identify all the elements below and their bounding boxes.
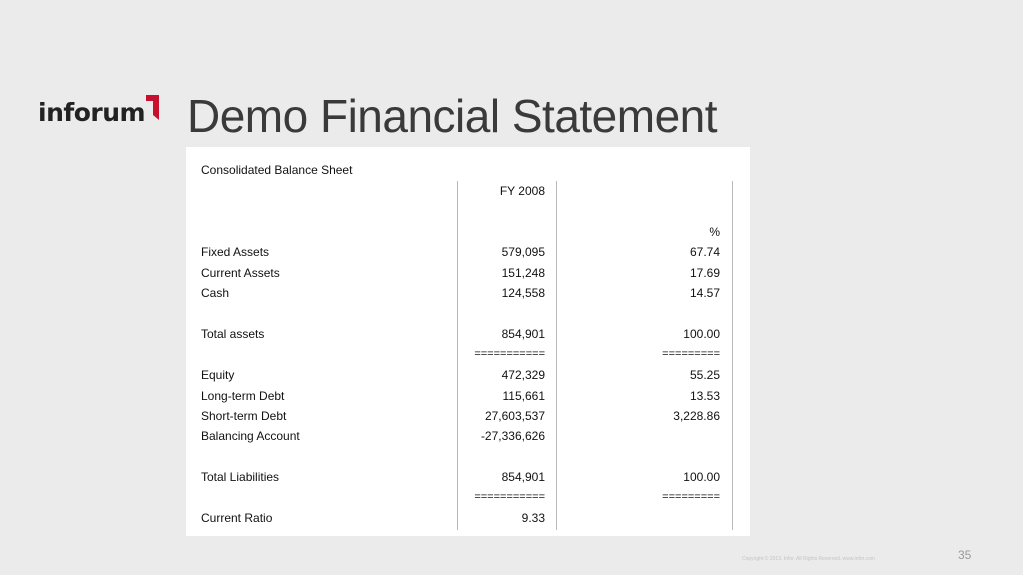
fy-value: -27,336,626 xyxy=(480,429,545,443)
table-row xyxy=(186,266,750,286)
percent-value: ========= xyxy=(662,491,720,503)
fy-value: 854,901 xyxy=(501,327,545,341)
percent-value: 55.25 xyxy=(689,368,720,382)
fy-value: =========== xyxy=(474,491,545,503)
row-label: Equity xyxy=(201,368,235,382)
fy-value: 115,661 xyxy=(502,389,545,403)
copyright-text: Copyright © 2013. Infor. All Rights Reserved. www.infor.com xyxy=(742,556,875,562)
table-row xyxy=(186,491,750,511)
row-label: Current Assets xyxy=(201,266,280,280)
row-label: Total Liabilities xyxy=(201,470,280,484)
fy-value: 151,248 xyxy=(501,266,545,280)
row-label: Long-term Debt xyxy=(201,389,285,403)
fy-value: 124,558 xyxy=(501,286,545,300)
page-number: 35 xyxy=(958,548,972,562)
logo-mark-icon xyxy=(146,95,159,121)
fy-value: 9.33 xyxy=(521,511,545,525)
row-label: Balancing Account xyxy=(201,429,300,443)
row-label: Short-term Debt xyxy=(201,409,287,423)
fy-value: =========== xyxy=(474,348,545,360)
row-label: Cash xyxy=(201,286,230,300)
table-row xyxy=(186,409,750,429)
fy-column-header: FY 2008 xyxy=(499,184,545,198)
percent-value: 100.00 xyxy=(683,470,720,484)
percent-column-header: % xyxy=(709,225,720,239)
percent-value: 13.53 xyxy=(689,389,720,403)
percent-value: 17.69 xyxy=(689,266,720,280)
row-label: Fixed Assets xyxy=(201,245,270,259)
table-row xyxy=(186,368,750,388)
fy-value: 854,901 xyxy=(501,470,545,484)
table-row xyxy=(186,286,750,306)
table-row xyxy=(186,389,750,409)
table-row xyxy=(186,245,750,265)
fy-value: 472,329 xyxy=(501,368,545,382)
table-row xyxy=(186,327,750,347)
inforum-logo xyxy=(38,95,159,131)
fy-value: 579,095 xyxy=(501,245,545,259)
row-label: Current Ratio xyxy=(201,511,273,525)
sheet-title: Consolidated Balance Sheet xyxy=(201,163,353,177)
balance-sheet-table xyxy=(186,147,750,536)
percent-value: ========= xyxy=(662,348,720,360)
table-row xyxy=(186,348,750,368)
percent-value: 3,228.86 xyxy=(673,409,720,423)
logo-text: inforum xyxy=(38,98,146,127)
percent-value: 67.74 xyxy=(689,245,720,259)
percent-value: 100.00 xyxy=(683,327,720,341)
row-label: Total assets xyxy=(201,327,265,341)
table-row xyxy=(186,429,750,449)
table-row xyxy=(186,511,750,531)
slide-title: Demo Financial Statement xyxy=(187,90,718,142)
percent-value: 14.57 xyxy=(689,286,720,300)
fy-value: 27,603,537 xyxy=(484,409,545,423)
table-row xyxy=(186,470,750,490)
